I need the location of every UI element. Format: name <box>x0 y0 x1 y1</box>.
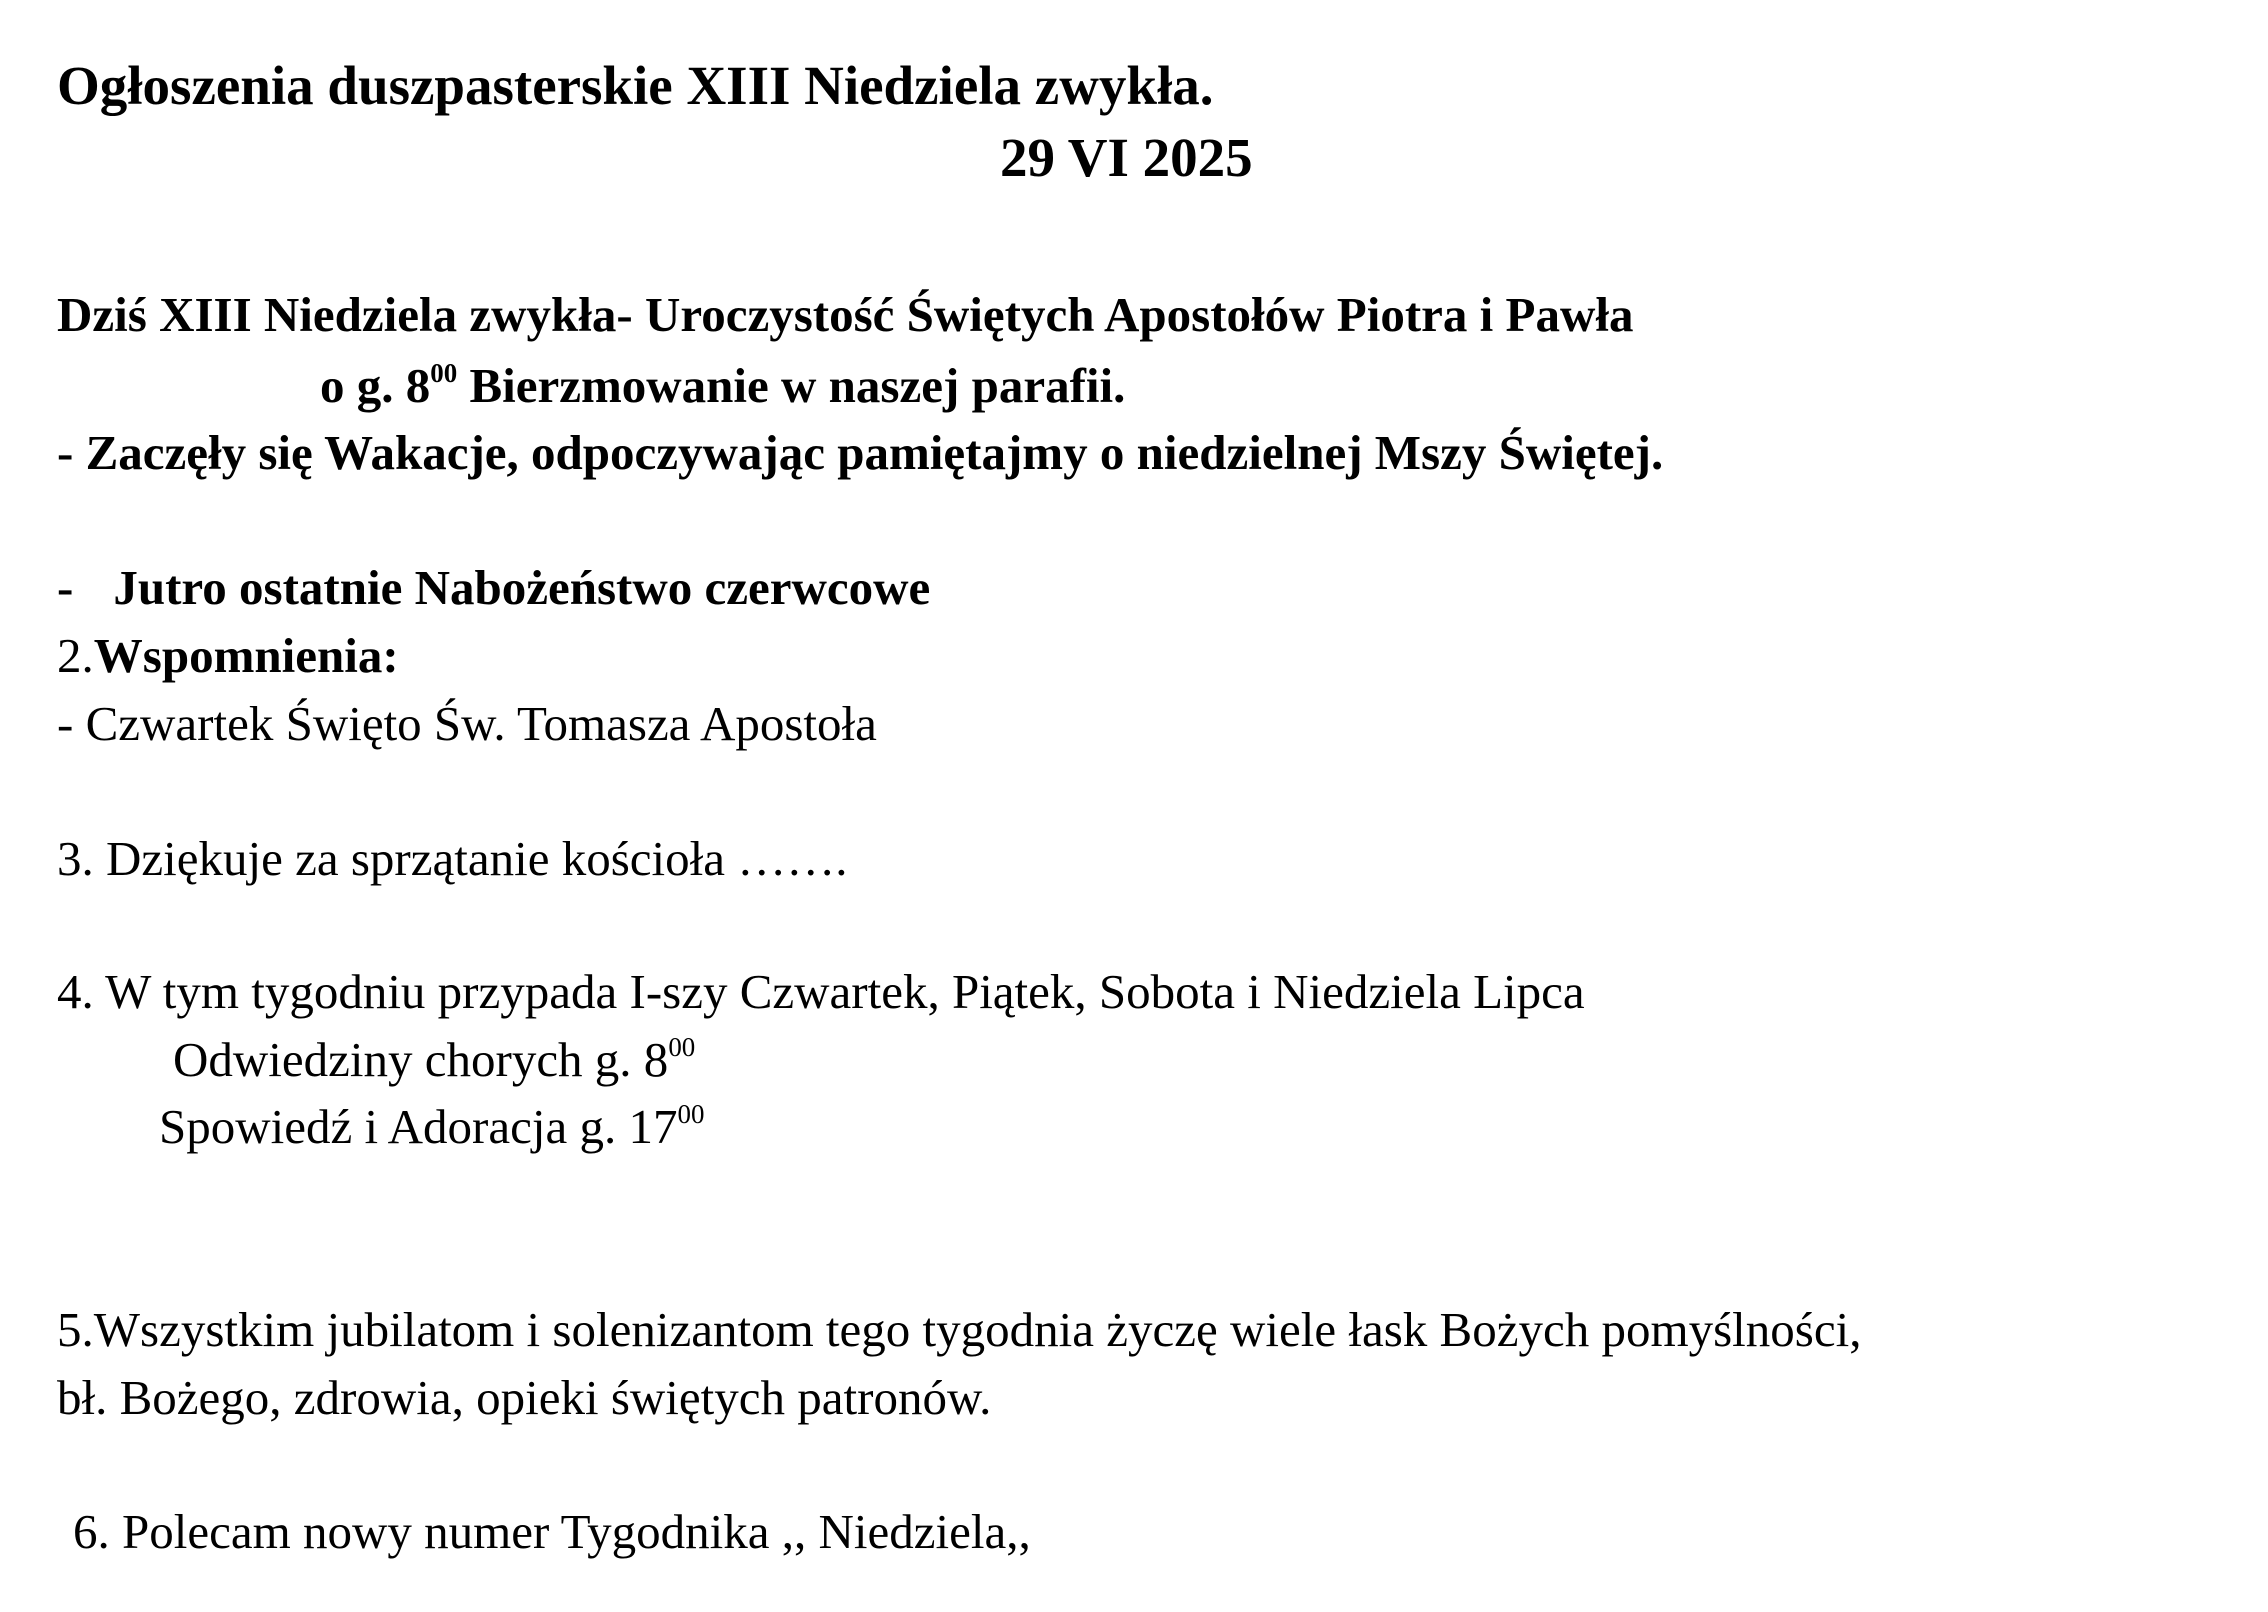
june-devotion-dash: - <box>57 560 74 615</box>
memorial-thomas-line: - Czwartek Święto Św. Tomasza Apostoła <box>57 696 877 751</box>
document-title: Ogłoszenia duszpasterskie XIII Niedziela zwykła. <box>57 55 1214 116</box>
confirmation-time-minutes: 00 <box>430 357 458 388</box>
june-devotion-item <box>57 560 931 615</box>
confession-text: Spowiedź i Adoracja g. 17 <box>159 1099 678 1154</box>
memorials-label: Wspomnienia: <box>93 628 399 683</box>
june-devotion-text: Jutro ostatnie Nabożeństwo czerwcowe <box>113 560 931 615</box>
cleaning-thanks-line: 3. Dziękuje za sprzątanie kościoła ……. <box>57 831 848 886</box>
memorials-number: 2. <box>57 628 94 683</box>
wishes-line-1: 5.Wszystkim jubilatom i solenizantom tego tygodnia życzę wiele łask Bożych pomyślności, <box>57 1302 1862 1357</box>
first-days-line: 4. W tym tygodniu przypada I-szy Czwartek, Piątek, Sobota i Niedziela Lipca <box>57 964 1585 1019</box>
confirmation-line <box>320 357 1126 413</box>
confession-minutes: 00 <box>677 1098 705 1129</box>
document-date: 29 VI 2025 <box>1000 127 1253 188</box>
confirmation-text: Bierzmowanie w naszej parafii. <box>457 358 1126 413</box>
sick-visits-text: Odwiedziny chorych g. 8 <box>173 1032 669 1087</box>
memorials-heading <box>57 628 399 683</box>
sick-visits-line <box>173 1031 696 1087</box>
intro-line-1: Dziś XIII Niedziela zwykła- Uroczystość Świętych Apostołów Piotra i Pawła <box>57 287 1634 342</box>
wishes-line-2: bł. Bożego, zdrowia, opieki świętych patronów. <box>57 1370 992 1425</box>
magazine-line: 6. Polecam nowy numer Tygodnika ,, Niedziela,, <box>73 1504 1031 1559</box>
holidays-line: - Zaczęły się Wakacje, odpoczywając pamiętajmy o niedzielnej Mszy Świętej. <box>57 425 1664 480</box>
confirmation-time-prefix: o g. 8 <box>320 358 431 413</box>
confession-line <box>159 1098 705 1154</box>
sick-visits-minutes: 00 <box>668 1031 696 1062</box>
